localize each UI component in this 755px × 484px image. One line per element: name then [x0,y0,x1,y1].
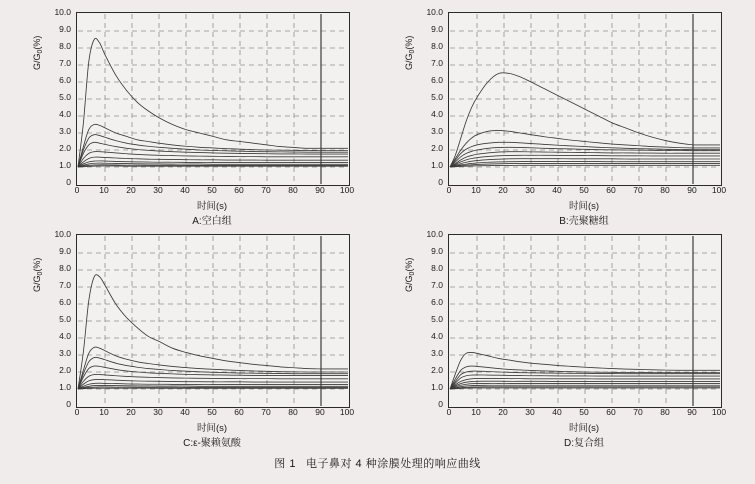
x-tick: 70 [633,407,643,417]
y-axis-label-d: $G/G_0(\%)$ [404,257,416,292]
y-tick: 5.0 [431,92,443,102]
x-tick: 50 [207,185,217,195]
y-tick: 8.0 [59,41,71,51]
x-tick: 10 [99,407,109,417]
x-tick: 70 [633,185,643,195]
chart-panel-b [404,6,736,227]
x-tick: 100 [711,185,727,195]
x-tick: 70 [261,407,271,417]
x-axis-label-c: 时间(s) [196,423,228,434]
y-tick: 1.0 [431,382,443,392]
y-tick: 6.0 [431,75,443,85]
y-tick: 3.0 [59,348,71,358]
y-tick: 4.0 [59,109,71,119]
x-tick: 60 [234,185,244,195]
panel-title-c: C:ε-聚赖氨酸 [183,438,241,449]
x-tick: 80 [288,185,298,195]
x-tick: 60 [606,407,616,417]
figure-caption-text: 电子鼻对 4 种涂膜处理的响应曲线 [305,458,481,470]
figure-number: 图 1 [274,458,296,470]
y-tick: 1.0 [431,160,443,170]
x-tick: 20 [498,185,508,195]
x-tick: 40 [552,185,562,195]
x-tick: 90 [315,407,325,417]
x-tick: 0 [74,185,80,195]
x-tick: 40 [180,185,190,195]
y-tick: 0 [438,177,443,187]
x-tick: 30 [153,407,163,417]
chart-panel-a [32,6,364,227]
x-tick: 90 [687,407,697,417]
x-tick: 90 [315,185,325,195]
x-tick: 70 [261,185,271,195]
y-tick: 9.0 [431,246,443,256]
x-tick: 20 [498,407,508,417]
x-tick: 30 [525,407,535,417]
x-tick: 20 [126,407,136,417]
x-tick: 0 [446,407,452,417]
x-tick: 10 [471,185,481,195]
x-tick: 60 [606,185,616,195]
y-tick: 3.0 [59,126,71,136]
series-line [78,347,321,389]
x-tick: 100 [711,407,727,417]
x-tick: 100 [339,407,355,417]
y-axis-ticks-a [34,6,74,190]
y-tick: 4.0 [59,331,71,341]
y-tick: 0 [438,399,443,409]
chart-panel-d [404,228,736,449]
y-axis-label-a: $G/G_0(\%)$ [32,35,44,70]
x-axis-label-a: 时间(s) [196,201,228,212]
y-tick: 8.0 [59,263,71,273]
chart-panel-c [32,228,364,449]
panel-title-b: B:壳聚糖组 [559,216,609,227]
x-tick: 80 [660,407,670,417]
y-tick: 5.0 [59,92,71,102]
y-tick: 10.0 [54,7,71,17]
y-tick: 7.0 [431,280,443,290]
x-tick: 10 [471,407,481,417]
series-line [450,371,693,389]
x-tick: 30 [153,185,163,195]
x-tick: 60 [234,407,244,417]
y-tick: 6.0 [431,297,443,307]
y-tick: 3.0 [431,126,443,136]
x-tick: 50 [207,407,217,417]
x-axis-label-b: 时间(s) [568,201,600,212]
plot-area-d [448,234,722,408]
x-tick: 40 [552,407,562,417]
y-tick: 7.0 [59,58,71,68]
y-tick: 8.0 [431,263,443,273]
y-tick: 10.0 [426,229,443,239]
y-axis-ticks-c [34,228,74,412]
x-tick: 20 [126,185,136,195]
y-tick: 6.0 [59,75,71,85]
y-axis-ticks-b [406,6,446,190]
y-tick: 4.0 [431,331,443,341]
panel-title-a: A:空白组 [192,216,232,227]
x-axis-label-d: 时间(s) [568,423,600,434]
plot-area-b [448,12,722,186]
y-tick: 9.0 [59,24,71,34]
y-tick: 5.0 [59,314,71,324]
x-tick: 0 [446,185,452,195]
y-axis-ticks-d [406,228,446,412]
y-tick: 1.0 [59,160,71,170]
y-tick: 9.0 [59,246,71,256]
y-tick: 0 [66,399,71,409]
x-tick: 40 [180,407,190,417]
y-tick: 3.0 [431,348,443,358]
y-tick: 4.0 [431,109,443,119]
y-tick: 0 [66,177,71,187]
plot-area-a [76,12,350,186]
y-tick: 10.0 [426,7,443,17]
y-tick: 9.0 [431,24,443,34]
y-tick: 2.0 [59,365,71,375]
y-tick: 7.0 [59,280,71,290]
x-tick: 50 [579,185,589,195]
y-tick: 8.0 [431,41,443,51]
x-tick: 80 [288,407,298,417]
x-tick: 0 [74,407,80,417]
y-tick: 6.0 [59,297,71,307]
x-tick: 10 [99,185,109,195]
y-tick: 10.0 [54,229,71,239]
plot-area-c [76,234,350,408]
y-axis-label-c: $G/G_0(\%)$ [32,257,44,292]
y-tick: 2.0 [431,143,443,153]
figure-caption [0,455,755,471]
y-tick: 2.0 [431,365,443,375]
panel-title-d: D:复合组 [564,438,604,449]
y-tick: 7.0 [431,58,443,68]
x-tick: 100 [339,185,355,195]
x-tick: 80 [660,185,670,195]
x-tick: 50 [579,407,589,417]
y-axis-label-b: $G/G_0(\%)$ [404,35,416,70]
x-tick: 30 [525,185,535,195]
y-tick: 2.0 [59,143,71,153]
y-tick: 1.0 [59,382,71,392]
x-tick: 90 [687,185,697,195]
y-tick: 5.0 [431,314,443,324]
